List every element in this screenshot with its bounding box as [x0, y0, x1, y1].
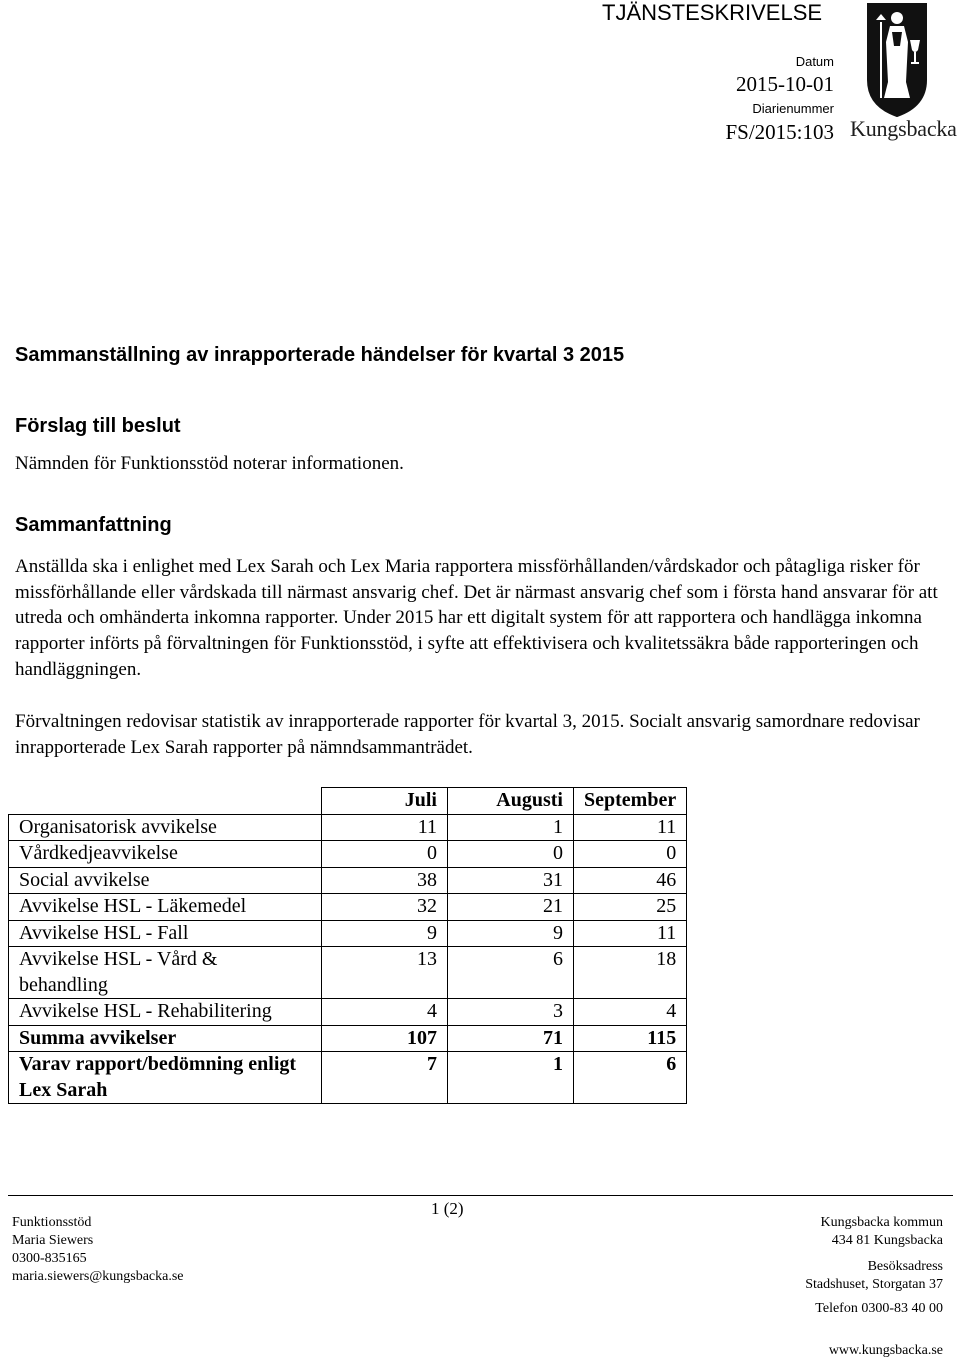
incident-statistics-table: [8, 787, 687, 1104]
table-row: [9, 814, 687, 841]
page-number: 1 (2): [431, 1199, 464, 1218]
table-cell: 25: [574, 894, 687, 921]
document-type: TJÄNSTESKRIVELSE: [602, 0, 823, 25]
footer-department: Funktionsstöd: [12, 1215, 92, 1230]
diary-number-label: Diarienummer: [752, 101, 834, 116]
date-value: 2015-10-01: [736, 72, 834, 96]
table-cell: 4: [574, 999, 687, 1026]
table-header-cell: [9, 788, 322, 815]
table-row: [9, 841, 687, 868]
table-cell: Summa avvikelser: [9, 1025, 322, 1052]
table-cell: 31: [448, 867, 574, 894]
table-cell: 9: [448, 920, 574, 947]
table-cell: Avvikelse HSL - Rehabilitering: [9, 999, 322, 1026]
table-cell: 0: [322, 841, 448, 868]
table-row: [9, 1052, 687, 1104]
table-row: [9, 920, 687, 947]
table-cell: 115: [574, 1025, 687, 1052]
footer-visit-address: Stadshuset, Storgatan 37: [805, 1277, 943, 1292]
table-cell: 11: [322, 814, 448, 841]
footer-postal-address: 434 81 Kungsbacka: [831, 1233, 943, 1248]
footer-website[interactable]: www.kungsbacka.se: [828, 1343, 943, 1358]
coat-of-arms-icon: [866, 2, 928, 118]
table-cell: 3: [448, 999, 574, 1026]
table-cell: 1: [448, 814, 574, 841]
table-cell: 71: [448, 1025, 574, 1052]
table-cell: Social avvikelse: [9, 867, 322, 894]
table-cell: 6: [574, 1052, 687, 1104]
table-header-cell: September: [574, 788, 687, 815]
table-cell: 13: [322, 947, 448, 999]
table-cell: 0: [448, 841, 574, 868]
table-row: [9, 1025, 687, 1052]
table-cell: 38: [322, 867, 448, 894]
table-cell: Avvikelse HSL - Läkemedel: [9, 894, 322, 921]
table-cell: Avvikelse HSL - Fall: [9, 920, 322, 947]
table-cell: 1: [448, 1052, 574, 1104]
table-header-cell: Juli: [322, 788, 448, 815]
table-cell: Avvikelse HSL - Vård & behandling: [9, 947, 322, 999]
table-cell: 18: [574, 947, 687, 999]
table-cell: Organisatorisk avvikelse: [9, 814, 322, 841]
table-cell: 9: [322, 920, 448, 947]
table-cell: 11: [574, 814, 687, 841]
footer-organisation: Kungsbacka kommun: [820, 1215, 943, 1230]
summary-paragraph: Anställda ska i enlighet med Lex Sarah och Lex Maria rapportera missförhållanden/vårdskador och påtagliga risker för missförhållande eller vårdskada till närmast ansvarig chef. Det är närmast ansvarig chef som i första hand ansvarar för att utreda och omhänderta inkomna rapporter. Under 2015 har ett digitalt system för att rapportera och handlägga inkomna rapporter införts på förvaltningen för Funktionsstöd, i syfte att effektivisera och kvalitetssäkra både rapporteringen och handläggningen.: [15, 556, 938, 680]
table-row: [9, 947, 687, 999]
table-cell: 32: [322, 894, 448, 921]
forslag-text: Nämnden för Funktionsstöd noterar informationen.: [15, 453, 404, 474]
footer-email[interactable]: maria.siewers@kungsbacka.se: [12, 1269, 184, 1284]
kungsbacka-logo: Kungsbacka: [850, 116, 957, 141]
table-cell: 0: [574, 841, 687, 868]
table-cell: Vårdkedjeavvikelse: [9, 841, 322, 868]
section-heading-forslag: Förslag till beslut: [15, 415, 181, 437]
table-cell: 11: [574, 920, 687, 947]
table-cell: 4: [322, 999, 448, 1026]
table-cell: 107: [322, 1025, 448, 1052]
summary-paragraph: Förvaltningen redovisar statistik av inrapporterade rapporter för kvartal 3, 2015. Socialt ansvarig samordnare redovisar inrapporterade Lex Sarah rapporter på nämndsammanträdet.: [15, 711, 920, 758]
table-row: [9, 894, 687, 921]
footer-phone: 0300-835165: [12, 1251, 87, 1266]
page-title: Sammanställning av inrapporterade händelser för kvartal 3 2015: [15, 344, 625, 366]
table-cell: 21: [448, 894, 574, 921]
table-cell: Varav rapport/bedömning enligt Lex Sarah: [9, 1052, 322, 1104]
date-label: Datum: [795, 54, 834, 69]
footer-contact-name: Maria Siewers: [12, 1233, 94, 1248]
table-cell: 6: [448, 947, 574, 999]
table-row: [9, 867, 687, 894]
footer-telephone: Telefon 0300-83 40 00: [815, 1301, 943, 1316]
diary-number-value: FS/2015:103: [725, 120, 834, 144]
footer-divider: [8, 1195, 953, 1196]
table-header-row: [9, 788, 687, 815]
section-heading-sammanfattning: Sammanfattning: [15, 514, 172, 536]
table-header-cell: Augusti: [448, 788, 574, 815]
table-cell: 46: [574, 867, 687, 894]
table-row: [9, 999, 687, 1026]
table-cell: 7: [322, 1052, 448, 1104]
footer-visit-label: Besöksadress: [867, 1259, 943, 1274]
